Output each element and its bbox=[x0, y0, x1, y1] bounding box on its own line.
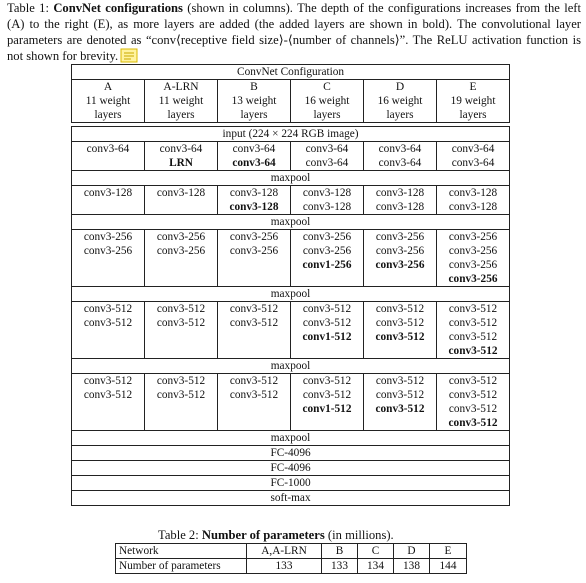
layer-name: conv3-512 bbox=[83, 303, 133, 315]
layer-name: conv3-256 bbox=[156, 231, 206, 243]
tail-layer-cell: soft-max bbox=[72, 491, 510, 506]
layer-name: conv3-128 bbox=[375, 187, 425, 199]
layer-name: conv3-128 bbox=[229, 187, 279, 199]
conv-block-cell bbox=[72, 302, 145, 359]
layer-name: conv3-512 bbox=[302, 317, 352, 329]
conv-block-row bbox=[72, 374, 510, 431]
column-name: C bbox=[291, 80, 364, 95]
column-depth bbox=[364, 94, 437, 123]
maxpool-cell: maxpool bbox=[72, 171, 510, 186]
layer-name: conv3-256 bbox=[302, 231, 352, 243]
depth-line: 11 weight bbox=[158, 95, 204, 107]
layer-name: conv3-512 bbox=[375, 303, 425, 315]
column-name-row bbox=[72, 80, 510, 95]
conv-block-cell bbox=[218, 374, 291, 431]
layer-name: LRN bbox=[169, 157, 193, 169]
layer-name: conv3-128 bbox=[448, 201, 498, 213]
conv-block-cell bbox=[291, 186, 364, 215]
depth-line: 19 weight bbox=[450, 95, 496, 107]
layer-name: conv3-512 bbox=[448, 417, 498, 429]
conv-block-row bbox=[72, 142, 510, 171]
tail-layer-cell: FC-4096 bbox=[72, 446, 510, 461]
conv-block-cell bbox=[437, 374, 510, 431]
layer-name: conv1-256 bbox=[302, 259, 352, 271]
conv-block-cell bbox=[72, 374, 145, 431]
layer-name: conv3-256 bbox=[448, 273, 498, 285]
conv-block-cell bbox=[145, 142, 218, 171]
depth-line: 13 weight bbox=[231, 95, 277, 107]
conv-block-cell bbox=[364, 230, 437, 287]
layer-name: conv3-512 bbox=[448, 403, 498, 415]
layer-name: conv3-512 bbox=[83, 389, 133, 401]
layer-name: conv3-64 bbox=[378, 157, 422, 169]
conv-block-row bbox=[72, 186, 510, 215]
depth-line: layers bbox=[240, 109, 268, 121]
conv-block-cell bbox=[145, 302, 218, 359]
layer-name: conv3-512 bbox=[375, 375, 425, 387]
column-name: B bbox=[218, 80, 291, 95]
layer-name: conv3-512 bbox=[375, 317, 425, 329]
depth-line: layers bbox=[459, 109, 487, 121]
layer-name: conv3-512 bbox=[229, 389, 279, 401]
layer-name: conv3-256 bbox=[83, 245, 133, 257]
conv-block-cell bbox=[218, 186, 291, 215]
column-depth-row bbox=[72, 94, 510, 123]
layer-name: conv3-512 bbox=[302, 303, 352, 315]
layer-name: conv3-512 bbox=[83, 375, 133, 387]
sticky-note-icon[interactable] bbox=[120, 48, 138, 63]
conv-block-cell bbox=[72, 186, 145, 215]
config-title: ConvNet Configuration bbox=[72, 65, 510, 80]
layer-name: conv3-512 bbox=[375, 389, 425, 401]
table1-caption bbox=[7, 0, 581, 64]
layer-name: conv3-512 bbox=[156, 317, 206, 329]
table2-text: (in millions). bbox=[324, 528, 394, 542]
tail-layer-cell-row bbox=[72, 446, 510, 461]
conv-block-cell bbox=[364, 186, 437, 215]
parameters-header-row bbox=[116, 544, 467, 559]
conv-block-cell bbox=[145, 230, 218, 287]
depth-line: layers bbox=[313, 109, 341, 121]
layer-name: conv3-256 bbox=[83, 231, 133, 243]
input-row-cell-row bbox=[72, 127, 510, 142]
config-title-row bbox=[72, 65, 510, 80]
column-depth bbox=[72, 94, 145, 123]
depth-line: 11 weight bbox=[85, 95, 131, 107]
layer-name: conv3-256 bbox=[375, 245, 425, 257]
input-row-cell: input (224 × 224 RGB image) bbox=[72, 127, 510, 142]
layer-name: conv3-512 bbox=[156, 389, 206, 401]
conv-block-cell bbox=[72, 142, 145, 171]
conv-block-cell bbox=[291, 230, 364, 287]
conv-block-row bbox=[72, 302, 510, 359]
maxpool-cell-row bbox=[72, 171, 510, 186]
layer-name: conv3-64 bbox=[305, 157, 349, 169]
conv-block-cell bbox=[364, 374, 437, 431]
caption-label: Table 1: bbox=[7, 1, 54, 15]
layer-name: conv3-512 bbox=[448, 389, 498, 401]
layer-name: conv3-128 bbox=[375, 201, 425, 213]
depth-line: layers bbox=[386, 109, 414, 121]
maxpool-cell-row bbox=[72, 215, 510, 230]
layer-name: conv3-128 bbox=[229, 201, 279, 213]
tail-layer-cell-row bbox=[72, 461, 510, 476]
tail-layer-cell: FC-4096 bbox=[72, 461, 510, 476]
layer-name: conv1-512 bbox=[302, 331, 352, 343]
layer-name: conv3-256 bbox=[448, 259, 498, 271]
conv-block-cell bbox=[291, 302, 364, 359]
layer-name: conv3-256 bbox=[448, 245, 498, 257]
column-name: E bbox=[437, 80, 510, 95]
conv-block-cell bbox=[437, 186, 510, 215]
header-c: C bbox=[358, 544, 394, 559]
value-e: 144 bbox=[430, 559, 467, 574]
layer-name: conv3-64 bbox=[378, 143, 422, 155]
table2-label: Table 2: bbox=[158, 528, 202, 542]
layer-name: conv3-256 bbox=[448, 231, 498, 243]
maxpool-cell-row bbox=[72, 359, 510, 374]
column-depth bbox=[218, 94, 291, 123]
layer-name: conv3-512 bbox=[448, 375, 498, 387]
layer-name: conv3-512 bbox=[448, 345, 498, 357]
convnet-config-table bbox=[71, 64, 510, 506]
layer-name: conv3-64 bbox=[305, 143, 349, 155]
layer-name: conv3-512 bbox=[229, 375, 279, 387]
maxpool-cell: maxpool bbox=[72, 215, 510, 230]
column-name: D bbox=[364, 80, 437, 95]
layer-name: conv3-256 bbox=[229, 245, 279, 257]
conv-block-cell bbox=[291, 374, 364, 431]
tail-layer-cell-row bbox=[72, 476, 510, 491]
row-label: Number of parameters bbox=[116, 559, 247, 574]
header-network: Network bbox=[116, 544, 247, 559]
layer-name: conv3-512 bbox=[83, 317, 133, 329]
maxpool-cell: maxpool bbox=[72, 359, 510, 374]
conv-block-cell bbox=[437, 302, 510, 359]
value-b: 133 bbox=[322, 559, 358, 574]
conv-block-cell bbox=[145, 374, 218, 431]
conv-block-cell bbox=[72, 230, 145, 287]
tail-layer-cell-row bbox=[72, 491, 510, 506]
column-depth bbox=[291, 94, 364, 123]
tail-layer-cell: FC-1000 bbox=[72, 476, 510, 491]
value-c: 134 bbox=[358, 559, 394, 574]
layer-name: conv3-512 bbox=[156, 375, 206, 387]
conv-block-row bbox=[72, 230, 510, 287]
parameters-table bbox=[115, 543, 467, 574]
layer-name: conv3-128 bbox=[83, 187, 133, 199]
conv-block-cell bbox=[218, 142, 291, 171]
maxpool-cell-row bbox=[72, 287, 510, 302]
layer-name: conv3-512 bbox=[375, 403, 425, 415]
header-a: A,A-LRN bbox=[247, 544, 322, 559]
table2-bold: Number of parameters bbox=[201, 528, 325, 542]
layer-name: conv3-256 bbox=[302, 245, 352, 257]
layer-name: conv3-256 bbox=[156, 245, 206, 257]
depth-line: layers bbox=[94, 109, 122, 121]
layer-name: conv3-512 bbox=[302, 389, 352, 401]
layer-name: conv3-512 bbox=[229, 303, 279, 315]
layer-name: conv3-128 bbox=[302, 187, 352, 199]
maxpool-cell-row bbox=[72, 431, 510, 446]
layer-name: conv3-512 bbox=[375, 331, 425, 343]
value-a: 133 bbox=[247, 559, 322, 574]
conv-block-cell bbox=[291, 142, 364, 171]
layer-name: conv3-64 bbox=[451, 157, 495, 169]
conv-block-cell bbox=[218, 230, 291, 287]
layer-name: conv3-128 bbox=[156, 187, 206, 199]
layer-name: conv3-64 bbox=[86, 143, 130, 155]
conv-block-cell bbox=[218, 302, 291, 359]
column-depth bbox=[437, 94, 510, 123]
column-name: A bbox=[72, 80, 145, 95]
layer-name: conv3-64 bbox=[232, 157, 276, 169]
depth-line: layers bbox=[167, 109, 195, 121]
table2-caption bbox=[158, 528, 394, 543]
layer-name: conv3-512 bbox=[448, 317, 498, 329]
layer-name: conv3-128 bbox=[302, 201, 352, 213]
depth-line: 16 weight bbox=[304, 95, 350, 107]
conv-block-cell bbox=[145, 186, 218, 215]
header-d: D bbox=[394, 544, 430, 559]
layer-name: conv3-64 bbox=[232, 143, 276, 155]
conv-block-cell bbox=[364, 142, 437, 171]
layer-name: conv3-512 bbox=[302, 375, 352, 387]
column-name: A-LRN bbox=[145, 80, 218, 95]
depth-line: 16 weight bbox=[377, 95, 423, 107]
layer-name: conv3-128 bbox=[448, 187, 498, 199]
conv-block-cell bbox=[437, 142, 510, 171]
maxpool-cell: maxpool bbox=[72, 287, 510, 302]
caption-text: (shown in columns). The depth of the configurations increases from the left (A) to the right (E), as more layers are added (the added layers are shown in bold). The convolutional layer parameters are denoted as “conv⟨receptive field size⟩-⟨number of channels⟩”. The ReLU activation function is not shown for brevity. bbox=[7, 1, 581, 63]
layer-name: conv3-512 bbox=[156, 303, 206, 315]
layer-name: conv3-64 bbox=[159, 143, 203, 155]
parameters-value-row bbox=[116, 559, 467, 574]
layer-name: conv3-64 bbox=[451, 143, 495, 155]
header-b: B bbox=[322, 544, 358, 559]
column-depth bbox=[145, 94, 218, 123]
header-e: E bbox=[430, 544, 467, 559]
layer-name: conv3-512 bbox=[448, 303, 498, 315]
maxpool-cell: maxpool bbox=[72, 431, 510, 446]
layer-name: conv3-512 bbox=[448, 331, 498, 343]
layer-name: conv3-256 bbox=[375, 231, 425, 243]
conv-block-cell bbox=[437, 230, 510, 287]
layer-name: conv3-256 bbox=[375, 259, 425, 271]
value-d: 138 bbox=[394, 559, 430, 574]
layer-name: conv1-512 bbox=[302, 403, 352, 415]
conv-block-cell bbox=[364, 302, 437, 359]
layer-name: conv3-512 bbox=[229, 317, 279, 329]
layer-name: conv3-256 bbox=[229, 231, 279, 243]
caption-bold: ConvNet configurations bbox=[53, 1, 183, 15]
